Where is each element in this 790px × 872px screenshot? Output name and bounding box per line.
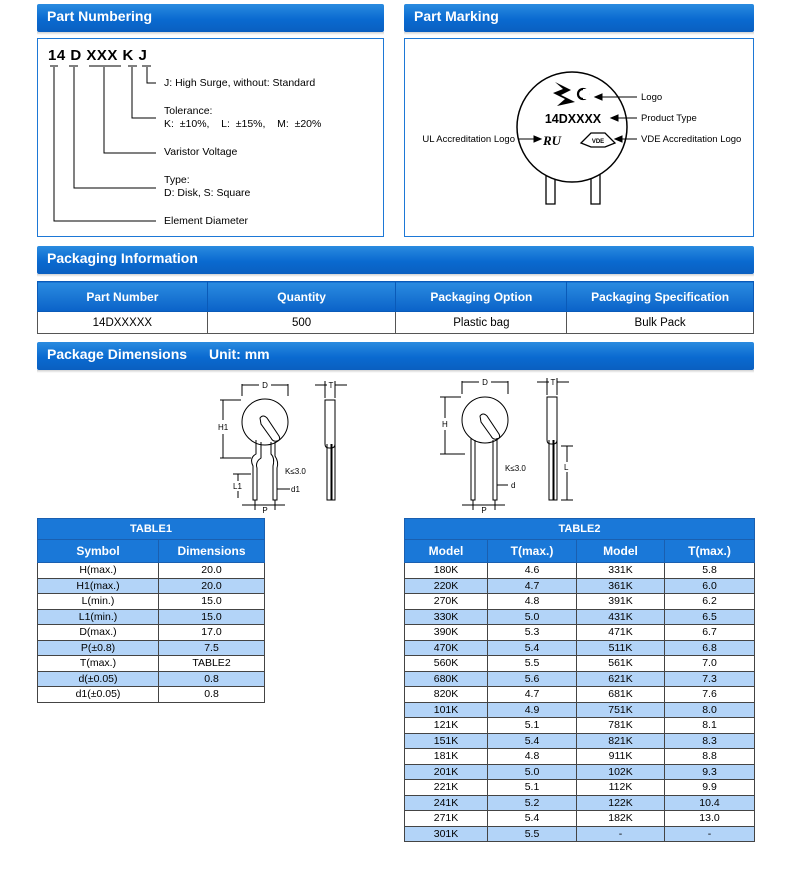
tolerance-title: Tolerance: [164, 105, 213, 117]
table-cell: 361K [577, 578, 665, 594]
product-type-label: Product Type [641, 113, 697, 124]
table-cell: 20.0 [159, 578, 265, 594]
svg-text:T: T [550, 378, 556, 387]
ul-logo-icon [542, 133, 562, 148]
table-cell: 560K [405, 656, 488, 672]
table-cell: 8.8 [665, 749, 755, 765]
table-cell: 4.8 [488, 594, 577, 610]
svg-text:T: T [328, 381, 334, 390]
table-cell: 102K [577, 764, 665, 780]
dimension-drawing-right [435, 378, 585, 518]
table-cell: 911K [577, 749, 665, 765]
table-cell: 5.5 [488, 656, 577, 672]
table-row [38, 312, 754, 334]
table-row [38, 687, 265, 703]
type-title: Type: [164, 174, 190, 186]
table-cell: 390K [405, 625, 488, 641]
table-cell: 470K [405, 640, 488, 656]
table-row [405, 780, 755, 796]
table-row [405, 795, 755, 811]
svg-text:d1: d1 [291, 485, 300, 494]
packaging-option: Plastic bag [396, 312, 567, 334]
svg-text:P: P [481, 506, 487, 515]
table-cell: 10.4 [665, 795, 755, 811]
packaging-part-number: 14DXXXXX [38, 312, 208, 334]
table2-caption: TABLE2 [405, 519, 755, 540]
packaging-quantity: 500 [207, 312, 396, 334]
table-row [38, 640, 265, 656]
table-row [38, 594, 265, 610]
svg-text:P: P [262, 506, 268, 515]
table1-caption: TABLE1 [38, 519, 265, 540]
table-cell: 621K [577, 671, 665, 687]
package-dimensions-title: Package Dimensions [47, 346, 188, 362]
table-row [38, 563, 265, 579]
table-cell: 7.6 [665, 687, 755, 703]
table-cell: 391K [577, 594, 665, 610]
product-type-text: 14DXXXX [544, 112, 602, 126]
table-cell: 8.0 [665, 702, 755, 718]
table2-col-model-2: Model [577, 540, 665, 563]
table-cell: 781K [577, 718, 665, 734]
svg-text:K≤3.0: K≤3.0 [505, 464, 526, 473]
table-cell: 6.0 [665, 578, 755, 594]
varistor-voltage-label: Varistor Voltage [164, 146, 238, 158]
table-cell: 9.3 [665, 764, 755, 780]
table-cell: 511K [577, 640, 665, 656]
table-row [405, 578, 755, 594]
package-dimensions-header [37, 342, 754, 370]
table-row [405, 594, 755, 610]
table-cell: d1(±0.05) [38, 687, 159, 703]
table-row [38, 578, 265, 594]
table-cell: 13.0 [665, 811, 755, 827]
packaging-information-header: Packaging Information [37, 246, 754, 274]
table-cell: 0.8 [159, 687, 265, 703]
table-cell: 431K [577, 609, 665, 625]
table-cell: 330K [405, 609, 488, 625]
table-row [405, 609, 755, 625]
table-row [405, 733, 755, 749]
table-cell: 201K [405, 764, 488, 780]
dimension-drawing-left [215, 378, 365, 518]
table-cell: 5.5 [488, 826, 577, 842]
svg-text:D: D [482, 378, 488, 387]
table-cell: 5.0 [488, 764, 577, 780]
high-surge-label: J: High Surge, without: Standard [164, 77, 316, 89]
table-cell: 6.2 [665, 594, 755, 610]
table-cell: 6.7 [665, 625, 755, 641]
table-cell: L(min.) [38, 594, 159, 610]
table-cell: 4.8 [488, 749, 577, 765]
packaging-table [37, 281, 754, 334]
table-cell: - [577, 826, 665, 842]
table-cell: 331K [577, 563, 665, 579]
table-cell: 182K [577, 811, 665, 827]
table1-col-symbol: Symbol [38, 540, 159, 563]
part-number-code: 14 D XXX K J [48, 47, 148, 64]
table-cell: TABLE2 [159, 656, 265, 672]
table-cell: 271K [405, 811, 488, 827]
table-row [405, 625, 755, 641]
table-cell: 5.3 [488, 625, 577, 641]
svg-text:VDE: VDE [591, 139, 605, 145]
table-cell: 15.0 [159, 594, 265, 610]
table-cell: 301K [405, 826, 488, 842]
table1-col-dimensions: Dimensions [159, 540, 265, 563]
table-row [405, 563, 755, 579]
table-cell: 181K [405, 749, 488, 765]
part-numbering-header: Part Numbering [37, 4, 384, 32]
table-cell: 7.5 [159, 640, 265, 656]
table-cell: 751K [577, 702, 665, 718]
table-row [405, 718, 755, 734]
table-row [405, 656, 755, 672]
table-cell: 241K [405, 795, 488, 811]
table-cell: d(±0.05) [38, 671, 159, 687]
table-row [38, 656, 265, 672]
part-marking-drawing [405, 39, 755, 238]
table-cell: 8.3 [665, 733, 755, 749]
table2-col-t-max-2: T(max.) [665, 540, 755, 563]
svg-text:H1: H1 [218, 423, 229, 432]
table-cell: 15.0 [159, 609, 265, 625]
vde-accreditation-label: VDE Accreditation Logo [641, 134, 742, 145]
table-row [405, 687, 755, 703]
type-values: D: Disk, S: Square [164, 187, 251, 199]
table-cell: 471K [577, 625, 665, 641]
svg-text:RU: RU [543, 133, 562, 148]
packaging-col-part-number: Part Number [38, 282, 208, 312]
table-cell: 6.5 [665, 609, 755, 625]
table-cell: H1(max.) [38, 578, 159, 594]
table2-col-t-max-1: T(max.) [488, 540, 577, 563]
table-row [405, 671, 755, 687]
packaging-col-quantity: Quantity [207, 282, 396, 312]
table-cell: 122K [577, 795, 665, 811]
table-row [405, 640, 755, 656]
table-cell: 0.8 [159, 671, 265, 687]
tolerance-values: K: ±10%, L: ±15%, M: ±20% [164, 118, 322, 130]
table-cell: 20.0 [159, 563, 265, 579]
table-cell: 4.7 [488, 687, 577, 703]
table-cell: 5.1 [488, 718, 577, 734]
table-cell: 4.6 [488, 563, 577, 579]
svg-text:L: L [564, 463, 569, 472]
table-cell: 221K [405, 780, 488, 796]
table-cell: 4.7 [488, 578, 577, 594]
part-marking-box [404, 38, 754, 237]
table-cell: 5.1 [488, 780, 577, 796]
table-row [405, 749, 755, 765]
logo-label: Logo [641, 92, 663, 103]
table-cell: 270K [405, 594, 488, 610]
table-cell: 681K [577, 687, 665, 703]
svg-text:d: d [511, 481, 516, 490]
svg-text:L1: L1 [233, 482, 242, 491]
table-cell: 5.4 [488, 811, 577, 827]
packaging-col-specification: Packaging Specification [567, 282, 754, 312]
part-numbering-leader-lines [38, 39, 385, 238]
table-row [38, 625, 265, 641]
table-cell: P(±0.8) [38, 640, 159, 656]
table-cell: 220K [405, 578, 488, 594]
table-row [405, 811, 755, 827]
part-marking-header: Part Marking [404, 4, 754, 32]
packaging-specification: Bulk Pack [567, 312, 754, 334]
table-cell: D(max.) [38, 625, 159, 641]
svg-text:D: D [262, 381, 268, 390]
table2-col-model-1: Model [405, 540, 488, 563]
table-cell: 821K [577, 733, 665, 749]
packaging-col-option: Packaging Option [396, 282, 567, 312]
table-cell: 121K [405, 718, 488, 734]
table-cell: 180K [405, 563, 488, 579]
table-cell: 7.0 [665, 656, 755, 672]
table-cell: 5.8 [665, 563, 755, 579]
table-cell: 5.2 [488, 795, 577, 811]
table-cell: 151K [405, 733, 488, 749]
table-row [38, 609, 265, 625]
table-row [38, 671, 265, 687]
element-diameter-label: Element Diameter [164, 215, 249, 227]
table-cell: 6.8 [665, 640, 755, 656]
table-cell: H(max.) [38, 563, 159, 579]
table-row [405, 826, 755, 842]
table-cell: 8.1 [665, 718, 755, 734]
table-cell: T(max.) [38, 656, 159, 672]
table-cell: 112K [577, 780, 665, 796]
table-cell: 7.3 [665, 671, 755, 687]
ul-accreditation-label: UL Accreditation Logo [422, 134, 515, 145]
table-cell: 5.4 [488, 733, 577, 749]
table-cell: 17.0 [159, 625, 265, 641]
table2 [404, 518, 755, 842]
table-cell: 9.9 [665, 780, 755, 796]
table-cell: 5.0 [488, 609, 577, 625]
table-cell: L1(min.) [38, 609, 159, 625]
svg-text:H: H [442, 420, 448, 429]
table-cell: 820K [405, 687, 488, 703]
table-row [405, 702, 755, 718]
table-cell: 561K [577, 656, 665, 672]
table-cell: 5.4 [488, 640, 577, 656]
table-cell: 101K [405, 702, 488, 718]
table-cell: - [665, 826, 755, 842]
table-cell: 680K [405, 671, 488, 687]
table1 [37, 518, 265, 703]
part-numbering-box [37, 38, 384, 237]
table-cell: 4.9 [488, 702, 577, 718]
unit-label: Unit: mm [208, 346, 270, 362]
svg-text:K≤3.0: K≤3.0 [285, 467, 306, 476]
table-row [405, 764, 755, 780]
table-cell: 5.6 [488, 671, 577, 687]
